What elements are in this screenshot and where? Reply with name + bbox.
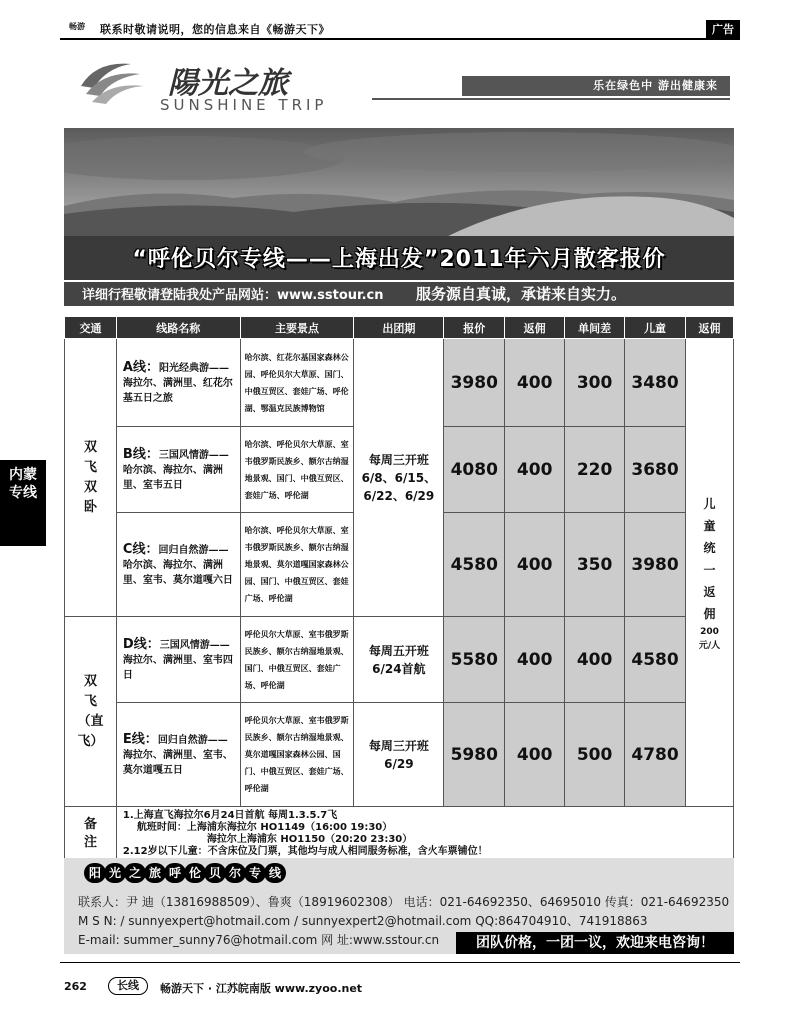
transport-char: （直 <box>77 713 104 729</box>
commission-cell: 400 <box>505 617 565 703</box>
bottom-divider <box>60 962 740 963</box>
section-badge: 长线 <box>108 977 148 995</box>
transport-char: 飞） <box>77 733 104 749</box>
slogan-underline <box>372 98 730 100</box>
route-code: D线： <box>122 636 160 652</box>
route-desc: 回归自然游——哈尔滨、海拉尔、满洲里、室韦、莫尔道嘎六日 <box>122 544 233 586</box>
publication-name: 畅游天下 · 江苏皖南版 www.zyoo.net <box>160 982 363 995</box>
child-cell: 4580 <box>625 617 686 703</box>
child-cell: 3980 <box>625 513 686 617</box>
refund-char: 一 <box>703 562 716 577</box>
refund-char: 佣 <box>703 606 716 621</box>
title-char: 光 <box>104 863 126 883</box>
info-bar <box>64 282 734 306</box>
single-cell: 350 <box>565 513 625 617</box>
route-code: C线： <box>122 541 159 557</box>
child-cell: 4780 <box>625 703 686 807</box>
brand-name-en: SUNSHINE TRIP <box>160 96 328 114</box>
refund-char: 童 <box>703 518 716 533</box>
route-desc: 阳光经典游——海拉尔、满洲里、红花尔基五日之旅 <box>122 362 233 404</box>
page-number: 262 <box>64 980 87 993</box>
top-divider <box>60 38 740 40</box>
brand-block <box>68 52 368 118</box>
route-cell <box>116 427 240 513</box>
refund-amount: 200 <box>700 626 719 637</box>
source-notice: 联系时敬请说明，您的信息来自《畅游天下》 <box>100 23 330 36</box>
notes-label <box>65 807 117 862</box>
note-line: 海拉尔上海浦东 HO1150（20:20 23:30） <box>206 834 413 845</box>
header-price: 报价 <box>444 317 505 339</box>
route-cell <box>116 339 240 427</box>
note-line: 1.上海直飞海拉尔6月24日首航 每周1.3.5.7飞 <box>122 810 338 821</box>
route-code: B线： <box>122 446 159 462</box>
price-cell: 4580 <box>444 513 505 617</box>
title-char: 伦 <box>184 863 206 883</box>
route-cell <box>116 513 240 617</box>
contact-msn: M S N: / sunnyexpert@hotmail.com / sunnyexpert2@hotmail.com QQ:864704910、741918863 <box>78 914 648 928</box>
route-desc: 三国风情游——哈尔滨、海拉尔、满洲里、室韦五日 <box>122 449 229 491</box>
spots-cell: 哈尔滨、呼伦贝尔大草原、室韦俄罗斯民族乡、额尔古纳湿地景观、国门、中俄互贸区、套娃广场、呼伦湖 <box>240 427 354 513</box>
brand-name-cn: 陽光之旅 <box>168 66 288 101</box>
refund-char: 返 <box>703 584 716 599</box>
notes-cell <box>116 807 733 862</box>
route-cell <box>116 703 240 807</box>
publisher-logo: 畅游 <box>69 22 85 31</box>
title-char: 呼 <box>164 863 186 883</box>
title-char: 之 <box>124 863 146 883</box>
price-cell: 3980 <box>444 339 505 427</box>
spots-cell: 哈尔滨、呼伦贝尔大草原、室韦俄罗斯民族乡、额尔古纳湿地景观、莫尔道嘎国家森林公园、国门、中俄互贸区、套娃广场、呼伦湖 <box>240 513 354 617</box>
schedule-line: 6/8、6/15、 <box>361 470 437 485</box>
side-tab-char: 蒙 <box>23 467 37 483</box>
route-desc: 回归自然游——海拉尔、满洲里、室韦、莫尔道嘎五日 <box>122 734 233 776</box>
route-code: A线： <box>122 359 159 375</box>
route-cell <box>116 617 240 703</box>
side-tab-char: 线 <box>23 485 37 501</box>
schedule-cell <box>354 617 444 703</box>
title-char: 尔 <box>224 863 246 883</box>
title-char: 专 <box>244 863 266 883</box>
headline: “呼伦贝尔专线——上海出发”2011年六月散客报价 <box>132 247 666 272</box>
spots-cell: 呼伦贝尔大草原、室韦俄罗斯民族乡、额尔古纳湿地景观、国门、中俄互贸区、套娃广场、呼伦湖 <box>240 617 354 703</box>
ad-badge: 广告 <box>706 20 740 38</box>
notes-label-char: 备 <box>83 817 97 832</box>
title-char: 线 <box>264 863 286 883</box>
note-line: 航班时间：上海浦东海拉尔 HO1149（16:00 19:30） <box>136 822 393 833</box>
route-desc: 三国风情游——海拉尔、满洲里、室韦四日 <box>122 639 233 681</box>
transport-char: 双 <box>83 673 97 689</box>
single-cell: 300 <box>565 339 625 427</box>
slogan-banner: 乐在绿色中 游出健康来 <box>462 76 730 96</box>
contact-email: E-mail: summer_sunny76@hotmail.com 网 址:www.sstour.cn <box>78 933 440 947</box>
title-char: 旅 <box>144 863 166 883</box>
transport-cell <box>65 339 117 617</box>
header-route: 线路名称 <box>116 317 240 339</box>
service-slogan: 服务源自真诚，承诺来自实力。 <box>416 285 627 303</box>
child-refund-cell <box>686 339 734 807</box>
price-cell: 4080 <box>444 427 505 513</box>
spots-cell: 呼伦贝尔大草原、室韦俄罗斯民族乡、额尔古纳湿地景观、莫尔道嘎国家森林公园、国门、中俄互贸区、套娃广场、呼伦湖 <box>240 703 354 807</box>
header-child: 儿童 <box>625 317 686 339</box>
table-row <box>65 617 734 703</box>
team-price-banner: 团队价格，一团一议，欢迎来电咨询！ <box>456 932 734 954</box>
price-cell: 5580 <box>444 617 505 703</box>
notes-label-char: 注 <box>83 835 97 850</box>
website-note: 详细行程敬请登陆我处产品网站：www.sstour.cn <box>82 288 384 303</box>
transport-char: 飞 <box>83 693 97 709</box>
transport-cell <box>65 617 117 807</box>
spots-cell: 哈尔滨、红花尔基国家森林公园、呼伦贝尔大草原、国门、中俄互贸区、套娃广场、呼伦湖、鄂温克民族博物馆 <box>240 339 354 427</box>
header-transport: 交通 <box>65 317 117 339</box>
price-table <box>64 316 734 862</box>
commission-cell: 400 <box>505 513 565 617</box>
header-commission: 返佣 <box>505 317 565 339</box>
single-cell: 400 <box>565 617 625 703</box>
top-bar <box>60 18 740 38</box>
side-tab <box>0 460 46 546</box>
commission-cell: 400 <box>505 427 565 513</box>
schedule-line: 6/29 <box>384 756 414 771</box>
transport-char: 双 <box>83 479 97 495</box>
header-schedule: 出团期 <box>354 317 444 339</box>
schedule-line: 每周五开班 <box>368 643 429 658</box>
schedule-line: 6/24首航 <box>372 661 426 676</box>
route-code: E线： <box>122 731 158 747</box>
contact-phone: 联系人：尹 迪（13816988509）、鲁爽（18919602308） 电话：021-64692350、64695010 传真：021-64692350 <box>78 895 730 909</box>
title-char: 贝 <box>204 863 226 883</box>
swirl-logo-icon <box>76 56 146 110</box>
schedule-cell <box>354 339 444 617</box>
schedule-cell <box>354 703 444 807</box>
title-char: 阳 <box>84 863 106 883</box>
single-cell: 500 <box>565 703 625 807</box>
commission-cell: 400 <box>505 703 565 807</box>
schedule-line: 6/22、6/29 <box>363 488 435 503</box>
schedule-line: 每周三开班 <box>368 452 429 467</box>
side-tab-char: 内 <box>9 467 23 483</box>
refund-char: 儿 <box>703 496 716 511</box>
notes-row <box>65 807 734 862</box>
price-cell: 5980 <box>444 703 505 807</box>
header-single-supplement: 单间差 <box>565 317 625 339</box>
contact-title <box>84 862 304 882</box>
transport-char: 卧 <box>83 499 97 515</box>
table-row <box>65 703 734 807</box>
transport-char: 双 <box>83 439 97 455</box>
schedule-line: 每周三开班 <box>368 738 429 753</box>
note-line: 2.12岁以下儿童：不含床位及门票，其他均与成人相同服务标准，含火车票铺位！ <box>122 846 488 857</box>
child-cell: 3680 <box>625 427 686 513</box>
single-cell: 220 <box>565 427 625 513</box>
commission-cell: 400 <box>505 339 565 427</box>
side-tab-char: 专 <box>9 485 23 501</box>
child-cell: 3480 <box>625 339 686 427</box>
refund-unit: 元/人 <box>698 640 721 651</box>
header-spots: 主要景点 <box>240 317 354 339</box>
transport-char: 飞 <box>83 459 97 475</box>
table-header <box>65 317 734 339</box>
table-row <box>65 339 734 427</box>
header-child-commission: 返佣 <box>686 317 734 339</box>
refund-char: 统 <box>703 540 716 555</box>
